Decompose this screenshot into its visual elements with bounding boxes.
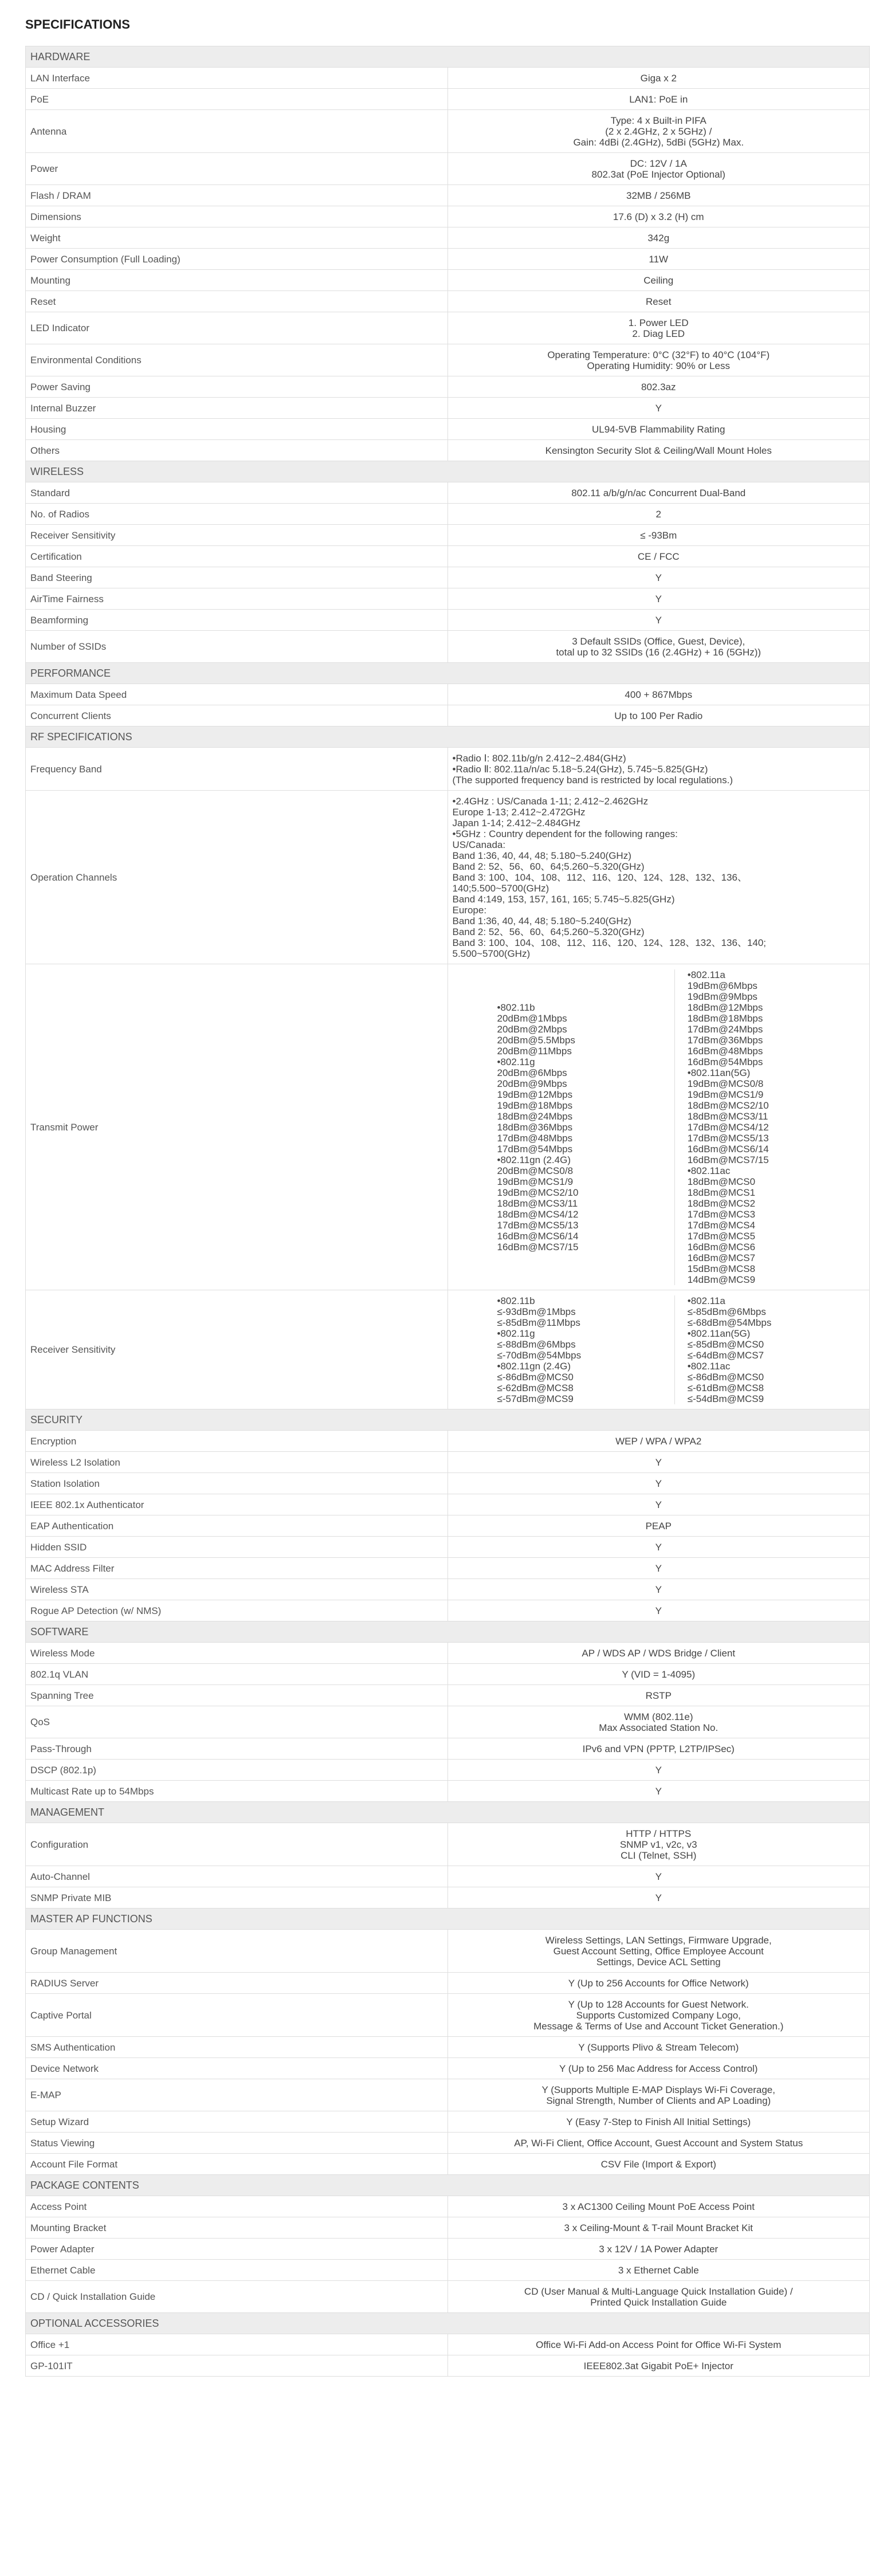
spec-label-spanning-tree: Spanning Tree xyxy=(26,1685,448,1706)
spec-value-airtime-fairness: Y xyxy=(447,588,870,610)
spec-value-qos: WMM (802.11e) Max Associated Station No. xyxy=(447,1706,870,1738)
section-header-row xyxy=(26,663,870,684)
spec-value-weight: 342g xyxy=(447,227,870,249)
spec-label-housing: Housing xyxy=(26,419,448,440)
spec-label-flash-dram: Flash / DRAM xyxy=(26,185,448,206)
spec-value-wireless-mode: AP / WDS AP / WDS Bridge / Client xyxy=(447,1643,870,1664)
spec-value-sms-authentication: Y (Supports Plivo & Stream Telecom) xyxy=(447,2037,870,2058)
spec-table xyxy=(25,46,870,2377)
spec-row xyxy=(26,567,870,588)
spec-row xyxy=(26,1781,870,1802)
section-header-row xyxy=(26,1621,870,1643)
spec-value-ethernet-cable: 3 x Ethernet Cable xyxy=(447,2260,870,2281)
spec-label-maximum-data-speed: Maximum Data Speed xyxy=(26,684,448,705)
spec-value-housing: UL94-5VB Flammability Rating xyxy=(447,419,870,440)
spec-label-gp-101it: GP-101IT xyxy=(26,2355,448,2377)
section-header-row xyxy=(26,1802,870,1823)
spec-value-reset: Reset xyxy=(447,291,870,312)
spec-label-wireless-l2-isolation: Wireless L2 Isolation xyxy=(26,1452,448,1473)
spec-value-eap-authentication: PEAP xyxy=(447,1515,870,1537)
spec-value-mounting-bracket: 3 x Ceiling-Mount & T-rail Mount Bracket Kit xyxy=(447,2217,870,2239)
section-title-performance: PERFORMANCE xyxy=(26,663,870,684)
spec-row xyxy=(26,270,870,291)
spec-value-columns xyxy=(453,969,865,1285)
section-header-row xyxy=(26,2313,870,2334)
spec-row xyxy=(26,1887,870,1909)
section-header-row xyxy=(26,2175,870,2196)
spec-label-number-of-ssids: Number of SSIDs xyxy=(26,631,448,663)
spec-row xyxy=(26,748,870,791)
spec-value-power-saving: 802.3az xyxy=(447,376,870,398)
spec-label-auto-channel: Auto-Channel xyxy=(26,1866,448,1887)
spec-label-receiver-sensitivity: Receiver Sensitivity xyxy=(26,525,448,546)
spec-value-power: DC: 12V / 1A 802.3at (PoE Injector Optional) xyxy=(447,153,870,185)
spec-row xyxy=(26,1600,870,1621)
spec-label-sms-authentication: SMS Authentication xyxy=(26,2037,448,2058)
spec-value-operation-channels: •2.4GHz : US/Canada 1-11; 2.412~2.462GHz Europe 1-13; 2.412~2.472GHz Japan 1-14; 2.412~2.484GHz •5GHz : Country dependent for the following ranges: US/Canada: Band 1:36, 40, 44, 48; 5.180~5.240(GHz) Band 2: 52、56、60、64;5.260~5.320(GHz) Band 3: 100、104、108、112、116、120、124、128、132、136、 140;5.500~5700(GHz) Band 4:149, 153, 157, 161, 165; 5.745~5.825(GHz) Europe: Band 1:36, 40, 44, 48; 5.180~5.240(GHz) Band 2: 52、56、60、64;5.260~5.320(GHz) Band 3: 100、104、108、112、116、120、124、128、132、136、140; 5.500~5700(GHz) xyxy=(447,791,870,964)
spec-value-beamforming: Y xyxy=(447,610,870,631)
spec-label-mounting-bracket: Mounting Bracket xyxy=(26,2217,448,2239)
spec-value-column: •802.11a 19dBm@6Mbps 19dBm@9Mbps 18dBm@12Mbps 18dBm@18Mbps 17dBm@24Mbps 17dBm@36Mbps 16dBm@48Mbps 16dBm@54Mbps •802.11an(5G) 19dBm@MCS0/8 19dBm@MCS1/9 18dBm@MCS2/10 18dBm@MCS3/11 17dBm@MCS4/12 17dBm@MCS5/13 16dBm@MCS6/14 16dBm@MCS7/15 •802.11ac 18dBm@MCS0 18dBm@MCS1 18dBm@MCS2 17dBm@MCS3 17dBm@MCS4 17dBm@MCS5 16dBm@MCS6 16dBm@MCS7 15dBm@MCS8 14dBm@MCS9 xyxy=(674,969,865,1285)
spec-row xyxy=(26,684,870,705)
spec-row xyxy=(26,964,870,1290)
spec-label-ethernet-cable: Ethernet Cable xyxy=(26,2260,448,2281)
spec-value-multicast-rate-up-to-54mbps: Y xyxy=(447,1781,870,1802)
spec-label-standard: Standard xyxy=(26,482,448,504)
spec-row xyxy=(26,1452,870,1473)
spec-label-rogue-ap-detection-w-nms: Rogue AP Detection (w/ NMS) xyxy=(26,1600,448,1621)
spec-row xyxy=(26,2239,870,2260)
spec-row xyxy=(26,344,870,376)
spec-value-802-1q-vlan: Y (VID = 1-4095) xyxy=(447,1664,870,1685)
spec-value-column: •802.11b ≤-93dBm@1Mbps ≤-85dBm@11Mbps •802.11g ≤-88dBm@6Mbps ≤-70dBm@54Mbps •802.11gn (2.4G) ≤-86dBm@MCS0 ≤-62dBm@MCS8 ≤-57dBm@MCS9 xyxy=(497,1295,582,1404)
spec-value-station-isolation: Y xyxy=(447,1473,870,1494)
spec-value-column: •802.11b 20dBm@1Mbps 20dBm@2Mbps 20dBm@5.5Mbps 20dBm@11Mbps •802.11g 20dBm@6Mbps 20dBm@9Mbps 19dBm@12Mbps 19dBm@18Mbps 18dBm@24Mbps 18dBm@36Mbps 17dBm@48Mbps 17dBm@54Mbps •802.11gn (2.4G) 20dBm@MCS0/8 19dBm@MCS1/9 19dBm@MCS2/10 18dBm@MCS3/11 18dBm@MCS4/12 17dBm@MCS5/13 16dBm@MCS6/14 16dBm@MCS7/15 xyxy=(497,1002,579,1252)
spec-label-device-network: Device Network xyxy=(26,2058,448,2079)
spec-row xyxy=(26,1706,870,1738)
section-title-software: SOFTWARE xyxy=(26,1621,870,1643)
spec-row xyxy=(26,1685,870,1706)
spec-row xyxy=(26,68,870,89)
spec-label-weight: Weight xyxy=(26,227,448,249)
spec-row xyxy=(26,419,870,440)
spec-row xyxy=(26,2281,870,2313)
spec-value-environmental-conditions: Operating Temperature: 0°C (32°F) to 40°C (104°F) Operating Humidity: 90% or Less xyxy=(447,344,870,376)
spec-row xyxy=(26,89,870,110)
spec-row xyxy=(26,2334,870,2355)
spec-label-access-point: Access Point xyxy=(26,2196,448,2217)
section-header-row xyxy=(26,46,870,68)
spec-row xyxy=(26,1494,870,1515)
spec-value-standard: 802.11 a/b/g/n/ac Concurrent Dual-Band xyxy=(447,482,870,504)
spec-value-number-of-ssids: 3 Default SSIDs (Office, Guest, Device), total up to 32 SSIDs (16 (2.4GHz) + 16 (5GHz)) xyxy=(447,631,870,663)
section-header-row xyxy=(26,461,870,482)
spec-label-transmit-power: Transmit Power xyxy=(26,964,448,1290)
spec-row xyxy=(26,546,870,567)
spec-label-lan-interface: LAN Interface xyxy=(26,68,448,89)
spec-label-encryption: Encryption xyxy=(26,1431,448,1452)
spec-label-beamforming: Beamforming xyxy=(26,610,448,631)
spec-row xyxy=(26,705,870,727)
spec-row xyxy=(26,291,870,312)
spec-value-column: •802.11a ≤-85dBm@6Mbps ≤-68dBm@54Mbps •802.11an(5G) ≤-85dBm@MCS0 ≤-64dBm@MCS7 •802.11ac ≤-86dBm@MCS0 ≤-61dBm@MCS8 ≤-54dBm@MCS9 xyxy=(674,1295,865,1404)
spec-label-captive-portal: Captive Portal xyxy=(26,1994,448,2037)
spec-value-transmit-power xyxy=(447,964,870,1290)
spec-label-status-viewing: Status Viewing xyxy=(26,2133,448,2154)
spec-value-no-of-radios: 2 xyxy=(447,504,870,525)
spec-value-band-steering: Y xyxy=(447,567,870,588)
spec-row xyxy=(26,1973,870,1994)
spec-row xyxy=(26,1290,870,1409)
spec-value-wireless-l2-isolation: Y xyxy=(447,1452,870,1473)
spec-value-setup-wizard: Y (Easy 7-Step to Finish All Initial Settings) xyxy=(447,2111,870,2133)
spec-row xyxy=(26,2355,870,2377)
spec-label-hidden-ssid: Hidden SSID xyxy=(26,1537,448,1558)
spec-value-wireless-sta: Y xyxy=(447,1579,870,1600)
spec-label-e-map: E-MAP xyxy=(26,2079,448,2111)
spec-value-dimensions: 17.6 (D) x 3.2 (H) cm xyxy=(447,206,870,227)
spec-value-encryption: WEP / WPA / WPA2 xyxy=(447,1431,870,1452)
spec-label-cd-quick-installation-guide: CD / Quick Installation Guide xyxy=(26,2281,448,2313)
spec-value-certification: CE / FCC xyxy=(447,546,870,567)
spec-row xyxy=(26,312,870,344)
spec-label-wireless-mode: Wireless Mode xyxy=(26,1643,448,1664)
spec-row xyxy=(26,153,870,185)
spec-label-reset: Reset xyxy=(26,291,448,312)
spec-row xyxy=(26,227,870,249)
spec-value-poe: LAN1: PoE in xyxy=(447,89,870,110)
spec-row xyxy=(26,1866,870,1887)
section-header-row xyxy=(26,1409,870,1431)
spec-row xyxy=(26,110,870,153)
spec-row xyxy=(26,1738,870,1760)
spec-value-mac-address-filter: Y xyxy=(447,1558,870,1579)
spec-value-status-viewing: AP, Wi-Fi Client, Office Account, Guest Account and System Status xyxy=(447,2133,870,2154)
spec-value-snmp-private-mib: Y xyxy=(447,1887,870,1909)
spec-value-frequency-band: •Radio Ⅰ: 802.11b/g/n 2.412~2.484(GHz) •Radio Ⅱ: 802.11a/n/ac 5.18~5.24(GHz), 5.745~5.825(GHz) (The supported frequency band is restricted by local regulations.) xyxy=(447,748,870,791)
spec-row xyxy=(26,1558,870,1579)
spec-value-led-indicator: 1. Power LED 2. Diag LED xyxy=(447,312,870,344)
spec-row xyxy=(26,1431,870,1452)
spec-row xyxy=(26,185,870,206)
spec-label-configuration: Configuration xyxy=(26,1823,448,1866)
section-header-row xyxy=(26,1909,870,1930)
section-title-optional-accessories: OPTIONAL ACCESSORIES xyxy=(26,2313,870,2334)
spec-value-power-consumption-full-loading: 11W xyxy=(447,249,870,270)
spec-label-led-indicator: LED Indicator xyxy=(26,312,448,344)
spec-label-concurrent-clients: Concurrent Clients xyxy=(26,705,448,727)
spec-label-antenna: Antenna xyxy=(26,110,448,153)
spec-row xyxy=(26,791,870,964)
spec-row xyxy=(26,2260,870,2281)
spec-row xyxy=(26,1930,870,1973)
section-title-package-contents: PACKAGE CONTENTS xyxy=(26,2175,870,2196)
spec-row xyxy=(26,398,870,419)
spec-row xyxy=(26,1473,870,1494)
spec-row xyxy=(26,2058,870,2079)
spec-label-internal-buzzer: Internal Buzzer xyxy=(26,398,448,419)
spec-row xyxy=(26,1515,870,1537)
spec-row xyxy=(26,1643,870,1664)
spec-label-wireless-sta: Wireless STA xyxy=(26,1579,448,1600)
spec-value-configuration: HTTP / HTTPS SNMP v1, v2c, v3 CLI (Telnet, SSH) xyxy=(447,1823,870,1866)
spec-label-power: Power xyxy=(26,153,448,185)
spec-value-antenna: Type: 4 x Built-in PIFA (2 x 2.4GHz, 2 x 5GHz) / Gain: 4dBi (2.4GHz), 5dBi (5GHz) Max. xyxy=(447,110,870,153)
section-title-management: MANAGEMENT xyxy=(26,1802,870,1823)
spec-row xyxy=(26,1994,870,2037)
spec-label-band-steering: Band Steering xyxy=(26,567,448,588)
spec-label-airtime-fairness: AirTime Fairness xyxy=(26,588,448,610)
spec-label-office-1: Office +1 xyxy=(26,2334,448,2355)
spec-value-receiver-sensitivity xyxy=(447,1290,870,1409)
spec-label-certification: Certification xyxy=(26,546,448,567)
spec-row xyxy=(26,2111,870,2133)
spec-label-frequency-band: Frequency Band xyxy=(26,748,448,791)
spec-value-captive-portal: Y (Up to 128 Accounts for Guest Network. Supports Customized Company Logo, Message & Terms of Use and Account Ticket Generation.) xyxy=(447,1994,870,2037)
spec-value-receiver-sensitivity: ≤ -93Bm xyxy=(447,525,870,546)
spec-value-ieee-802-1x-authenticator: Y xyxy=(447,1494,870,1515)
section-title-master-ap-functions: MASTER AP FUNCTIONS xyxy=(26,1909,870,1930)
page-title: SPECIFICATIONS xyxy=(25,17,130,32)
spec-label-others: Others xyxy=(26,440,448,461)
spec-table-body xyxy=(26,46,870,2377)
spec-label-no-of-radios: No. of Radios xyxy=(26,504,448,525)
spec-label-poe: PoE xyxy=(26,89,448,110)
spec-label-environmental-conditions: Environmental Conditions xyxy=(26,344,448,376)
spec-row xyxy=(26,2079,870,2111)
spec-row xyxy=(26,249,870,270)
section-header-row xyxy=(26,727,870,748)
spec-row xyxy=(26,588,870,610)
spec-value-cd-quick-installation-guide: CD (User Manual & Multi-Language Quick Installation Guide) / Printed Quick Installation Guide xyxy=(447,2281,870,2313)
spec-label-eap-authentication: EAP Authentication xyxy=(26,1515,448,1537)
spec-label-setup-wizard: Setup Wizard xyxy=(26,2111,448,2133)
spec-label-pass-through: Pass-Through xyxy=(26,1738,448,1760)
spec-label-mac-address-filter: MAC Address Filter xyxy=(26,1558,448,1579)
spec-row xyxy=(26,2037,870,2058)
spec-label-receiver-sensitivity: Receiver Sensitivity xyxy=(26,1290,448,1409)
spec-row xyxy=(26,1537,870,1558)
spec-value-rogue-ap-detection-w-nms: Y xyxy=(447,1600,870,1621)
spec-value-internal-buzzer: Y xyxy=(447,398,870,419)
spec-row xyxy=(26,504,870,525)
spec-row xyxy=(26,610,870,631)
spec-value-gp-101it: IEEE802.3at Gigabit PoE+ Injector xyxy=(447,2355,870,2377)
spec-label-operation-channels: Operation Channels xyxy=(26,791,448,964)
section-title-wireless: WIRELESS xyxy=(26,461,870,482)
spec-row xyxy=(26,631,870,663)
spec-value-dscp-802-1p: Y xyxy=(447,1760,870,1781)
spec-value-device-network: Y (Up to 256 Mac Address for Access Control) xyxy=(447,2058,870,2079)
spec-value-columns xyxy=(453,1295,865,1404)
spec-value-radius-server: Y (Up to 256 Accounts for Office Network) xyxy=(447,1973,870,1994)
spec-label-ieee-802-1x-authenticator: IEEE 802.1x Authenticator xyxy=(26,1494,448,1515)
spec-row xyxy=(26,2133,870,2154)
section-title-hardware: HARDWARE xyxy=(26,46,870,68)
spec-label-account-file-format: Account File Format xyxy=(26,2154,448,2175)
spec-label-802-1q-vlan: 802.1q VLAN xyxy=(26,1664,448,1685)
spec-value-maximum-data-speed: 400 + 867Mbps xyxy=(447,684,870,705)
spec-label-power-saving: Power Saving xyxy=(26,376,448,398)
spec-row xyxy=(26,525,870,546)
spec-row xyxy=(26,1823,870,1866)
spec-value-account-file-format: CSV File (Import & Export) xyxy=(447,2154,870,2175)
spec-value-power-adapter: 3 x 12V / 1A Power Adapter xyxy=(447,2239,870,2260)
spec-value-mounting: Ceiling xyxy=(447,270,870,291)
spec-value-auto-channel: Y xyxy=(447,1866,870,1887)
spec-row xyxy=(26,1579,870,1600)
spec-label-multicast-rate-up-to-54mbps: Multicast Rate up to 54Mbps xyxy=(26,1781,448,1802)
spec-label-power-adapter: Power Adapter xyxy=(26,2239,448,2260)
spec-row xyxy=(26,206,870,227)
spec-value-access-point: 3 x AC1300 Ceiling Mount PoE Access Point xyxy=(447,2196,870,2217)
section-title-security: SECURITY xyxy=(26,1409,870,1431)
spec-value-e-map: Y (Supports Multiple E-MAP Displays Wi-Fi Coverage, Signal Strength, Number of Clients and AP Loading) xyxy=(447,2079,870,2111)
spec-label-dimensions: Dimensions xyxy=(26,206,448,227)
spec-label-station-isolation: Station Isolation xyxy=(26,1473,448,1494)
spec-row xyxy=(26,2217,870,2239)
spec-value-others: Kensington Security Slot & Ceiling/Wall Mount Holes xyxy=(447,440,870,461)
spec-value-spanning-tree: RSTP xyxy=(447,1685,870,1706)
spec-row xyxy=(26,2154,870,2175)
section-title-rf-specifications: RF SPECIFICATIONS xyxy=(26,727,870,748)
spec-row xyxy=(26,482,870,504)
spec-row xyxy=(26,376,870,398)
spec-label-dscp-802-1p: DSCP (802.1p) xyxy=(26,1760,448,1781)
spec-value-lan-interface: Giga x 2 xyxy=(447,68,870,89)
spec-value-group-management: Wireless Settings, LAN Settings, Firmware Upgrade, Guest Account Setting, Office Employee Account Settings, Device ACL Setting xyxy=(447,1930,870,1973)
spec-row xyxy=(26,1664,870,1685)
spec-row xyxy=(26,1760,870,1781)
spec-label-mounting: Mounting xyxy=(26,270,448,291)
spec-row xyxy=(26,440,870,461)
spec-value-concurrent-clients: Up to 100 Per Radio xyxy=(447,705,870,727)
spec-value-flash-dram: 32MB / 256MB xyxy=(447,185,870,206)
spec-value-office-1: Office Wi-Fi Add-on Access Point for Office Wi-Fi System xyxy=(447,2334,870,2355)
spec-label-snmp-private-mib: SNMP Private MIB xyxy=(26,1887,448,1909)
spec-label-radius-server: RADIUS Server xyxy=(26,1973,448,1994)
spec-value-hidden-ssid: Y xyxy=(447,1537,870,1558)
spec-label-group-management: Group Management xyxy=(26,1930,448,1973)
spec-label-qos: QoS xyxy=(26,1706,448,1738)
spec-value-pass-through: IPv6 and VPN (PPTP, L2TP/IPSec) xyxy=(447,1738,870,1760)
spec-row xyxy=(26,2196,870,2217)
spec-label-power-consumption-full-loading: Power Consumption (Full Loading) xyxy=(26,249,448,270)
